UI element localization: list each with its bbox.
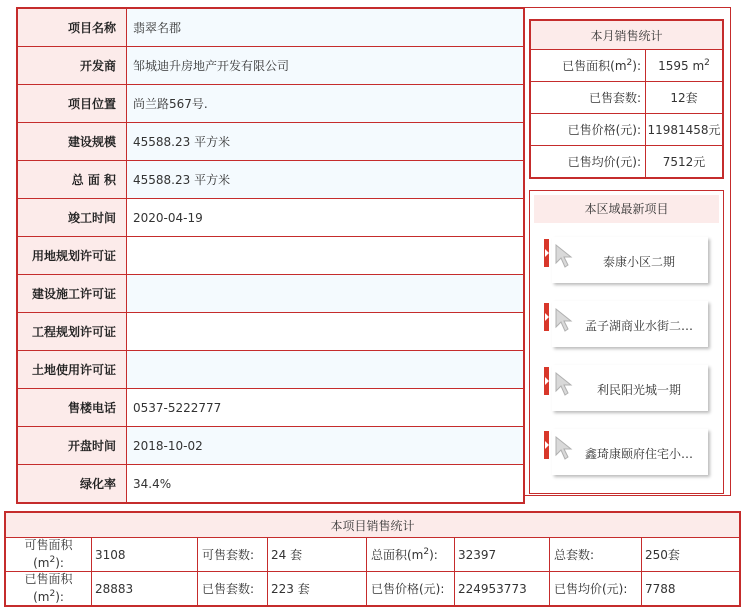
sold-price-label: 已售价格(元): (367, 572, 455, 606)
monthly-sales-title: 本月销售统计 (531, 21, 723, 50)
info-value: 尚兰路567号. (127, 85, 524, 123)
arrow-icon (545, 441, 549, 449)
info-row (18, 199, 524, 237)
avail-units-value: 24 套 (268, 538, 367, 572)
monthly-avg-price-value: 7512元 (646, 146, 723, 178)
info-row (18, 275, 524, 313)
info-label: 土地使用许可证 (18, 351, 127, 389)
info-value: 邹城迪升房地产开发有限公司 (127, 47, 524, 85)
newest-project-item[interactable] (544, 235, 714, 285)
monthly-sold-price-value: 11981458元 (646, 114, 723, 146)
info-row (18, 85, 524, 123)
monthly-sales-box (529, 19, 724, 179)
total-area-value: 32397 (455, 538, 550, 572)
info-row (18, 9, 524, 47)
info-value: 45588.23 平方米 (127, 123, 524, 161)
cursor-icon (554, 307, 576, 333)
info-value: 0537-5222777 (127, 389, 524, 427)
info-row (18, 237, 524, 275)
cursor-icon (554, 371, 576, 397)
info-row (18, 161, 524, 199)
info-value: 翡翠名郡 (127, 9, 524, 47)
sold-units-value: 223 套 (268, 572, 367, 606)
monthly-sold-area-label: 已售面积$(m^2)$: (531, 50, 646, 82)
sold-area-value: 28883 (92, 572, 198, 606)
arrow-icon (545, 313, 549, 321)
arrow-icon (545, 377, 549, 385)
monthly-sold-price-label: 已售价格(元): (531, 114, 646, 146)
newest-project-item[interactable] (544, 299, 714, 349)
monthly-sold-area-value: 1595 $m^2$ (646, 50, 723, 82)
info-row (18, 123, 524, 161)
info-row (18, 351, 524, 389)
info-label: 开盘时间 (18, 427, 127, 465)
info-label: 项目位置 (18, 85, 127, 123)
info-value: 34.4% (127, 465, 524, 503)
info-row (18, 389, 524, 427)
info-label: 竣工时间 (18, 199, 127, 237)
info-label: 开发商 (18, 47, 127, 85)
info-label: 建设规模 (18, 123, 127, 161)
info-row (18, 465, 524, 503)
avail-area-label: 可售面积 $(m^2)$: (6, 538, 92, 572)
info-row (18, 313, 524, 351)
arrow-icon (545, 249, 549, 257)
project-sales-stats (4, 511, 741, 607)
avg-price-label: 已售均价(元): (550, 572, 642, 606)
info-value (127, 351, 524, 389)
sold-price-value: 224953773 (455, 572, 550, 606)
info-label: 项目名称 (18, 9, 127, 47)
monthly-avg-price-label: 已售均价(元): (531, 146, 646, 178)
newest-project-item[interactable] (544, 363, 714, 413)
info-label: 售楼电话 (18, 389, 127, 427)
project-info-table (16, 7, 525, 504)
info-row (18, 47, 524, 85)
project-name[interactable]: 泰康小区二期 (602, 255, 675, 269)
sold-area-label: 已售面积 $(m^2)$: (6, 572, 92, 606)
info-value (127, 275, 524, 313)
cursor-icon (554, 243, 576, 269)
info-value (127, 313, 524, 351)
info-value: 45588.23 平方米 (127, 161, 524, 199)
info-label: 绿化率 (18, 465, 127, 503)
project-name[interactable]: 孟子湖商业水街二… (584, 319, 693, 333)
sold-units-label: 已售套数: (198, 572, 268, 606)
project-name[interactable]: 利民阳光城一期 (596, 383, 681, 397)
newest-projects-title: 本区域最新项目 (534, 195, 719, 223)
stats-title: 本项目销售统计 (6, 513, 740, 538)
info-label: 总 面 积 (18, 161, 127, 199)
info-label: 用地规划许可证 (18, 237, 127, 275)
info-value: 2020-04-19 (127, 199, 524, 237)
info-value (127, 237, 524, 275)
info-label: 建设施工许可证 (18, 275, 127, 313)
right-panel (524, 7, 731, 496)
avail-units-label: 可售套数: (198, 538, 268, 572)
cursor-icon (554, 435, 576, 461)
info-value: 2018-10-02 (127, 427, 524, 465)
project-name[interactable]: 鑫琦康颐府住宅小… (584, 447, 693, 461)
newest-projects-box (529, 190, 724, 494)
monthly-sold-units-value: 12套 (646, 82, 723, 114)
total-units-label: 总套数: (550, 538, 642, 572)
info-row (18, 427, 524, 465)
total-units-value: 250套 (642, 538, 740, 572)
total-area-label: 总面积$(m^2)$: (367, 538, 455, 572)
newest-project-item[interactable] (544, 427, 714, 477)
monthly-sold-units-label: 已售套数: (531, 82, 646, 114)
avg-price-value: 7788 (642, 572, 740, 606)
avail-area-value: 3108 (92, 538, 198, 572)
info-label: 工程规划许可证 (18, 313, 127, 351)
